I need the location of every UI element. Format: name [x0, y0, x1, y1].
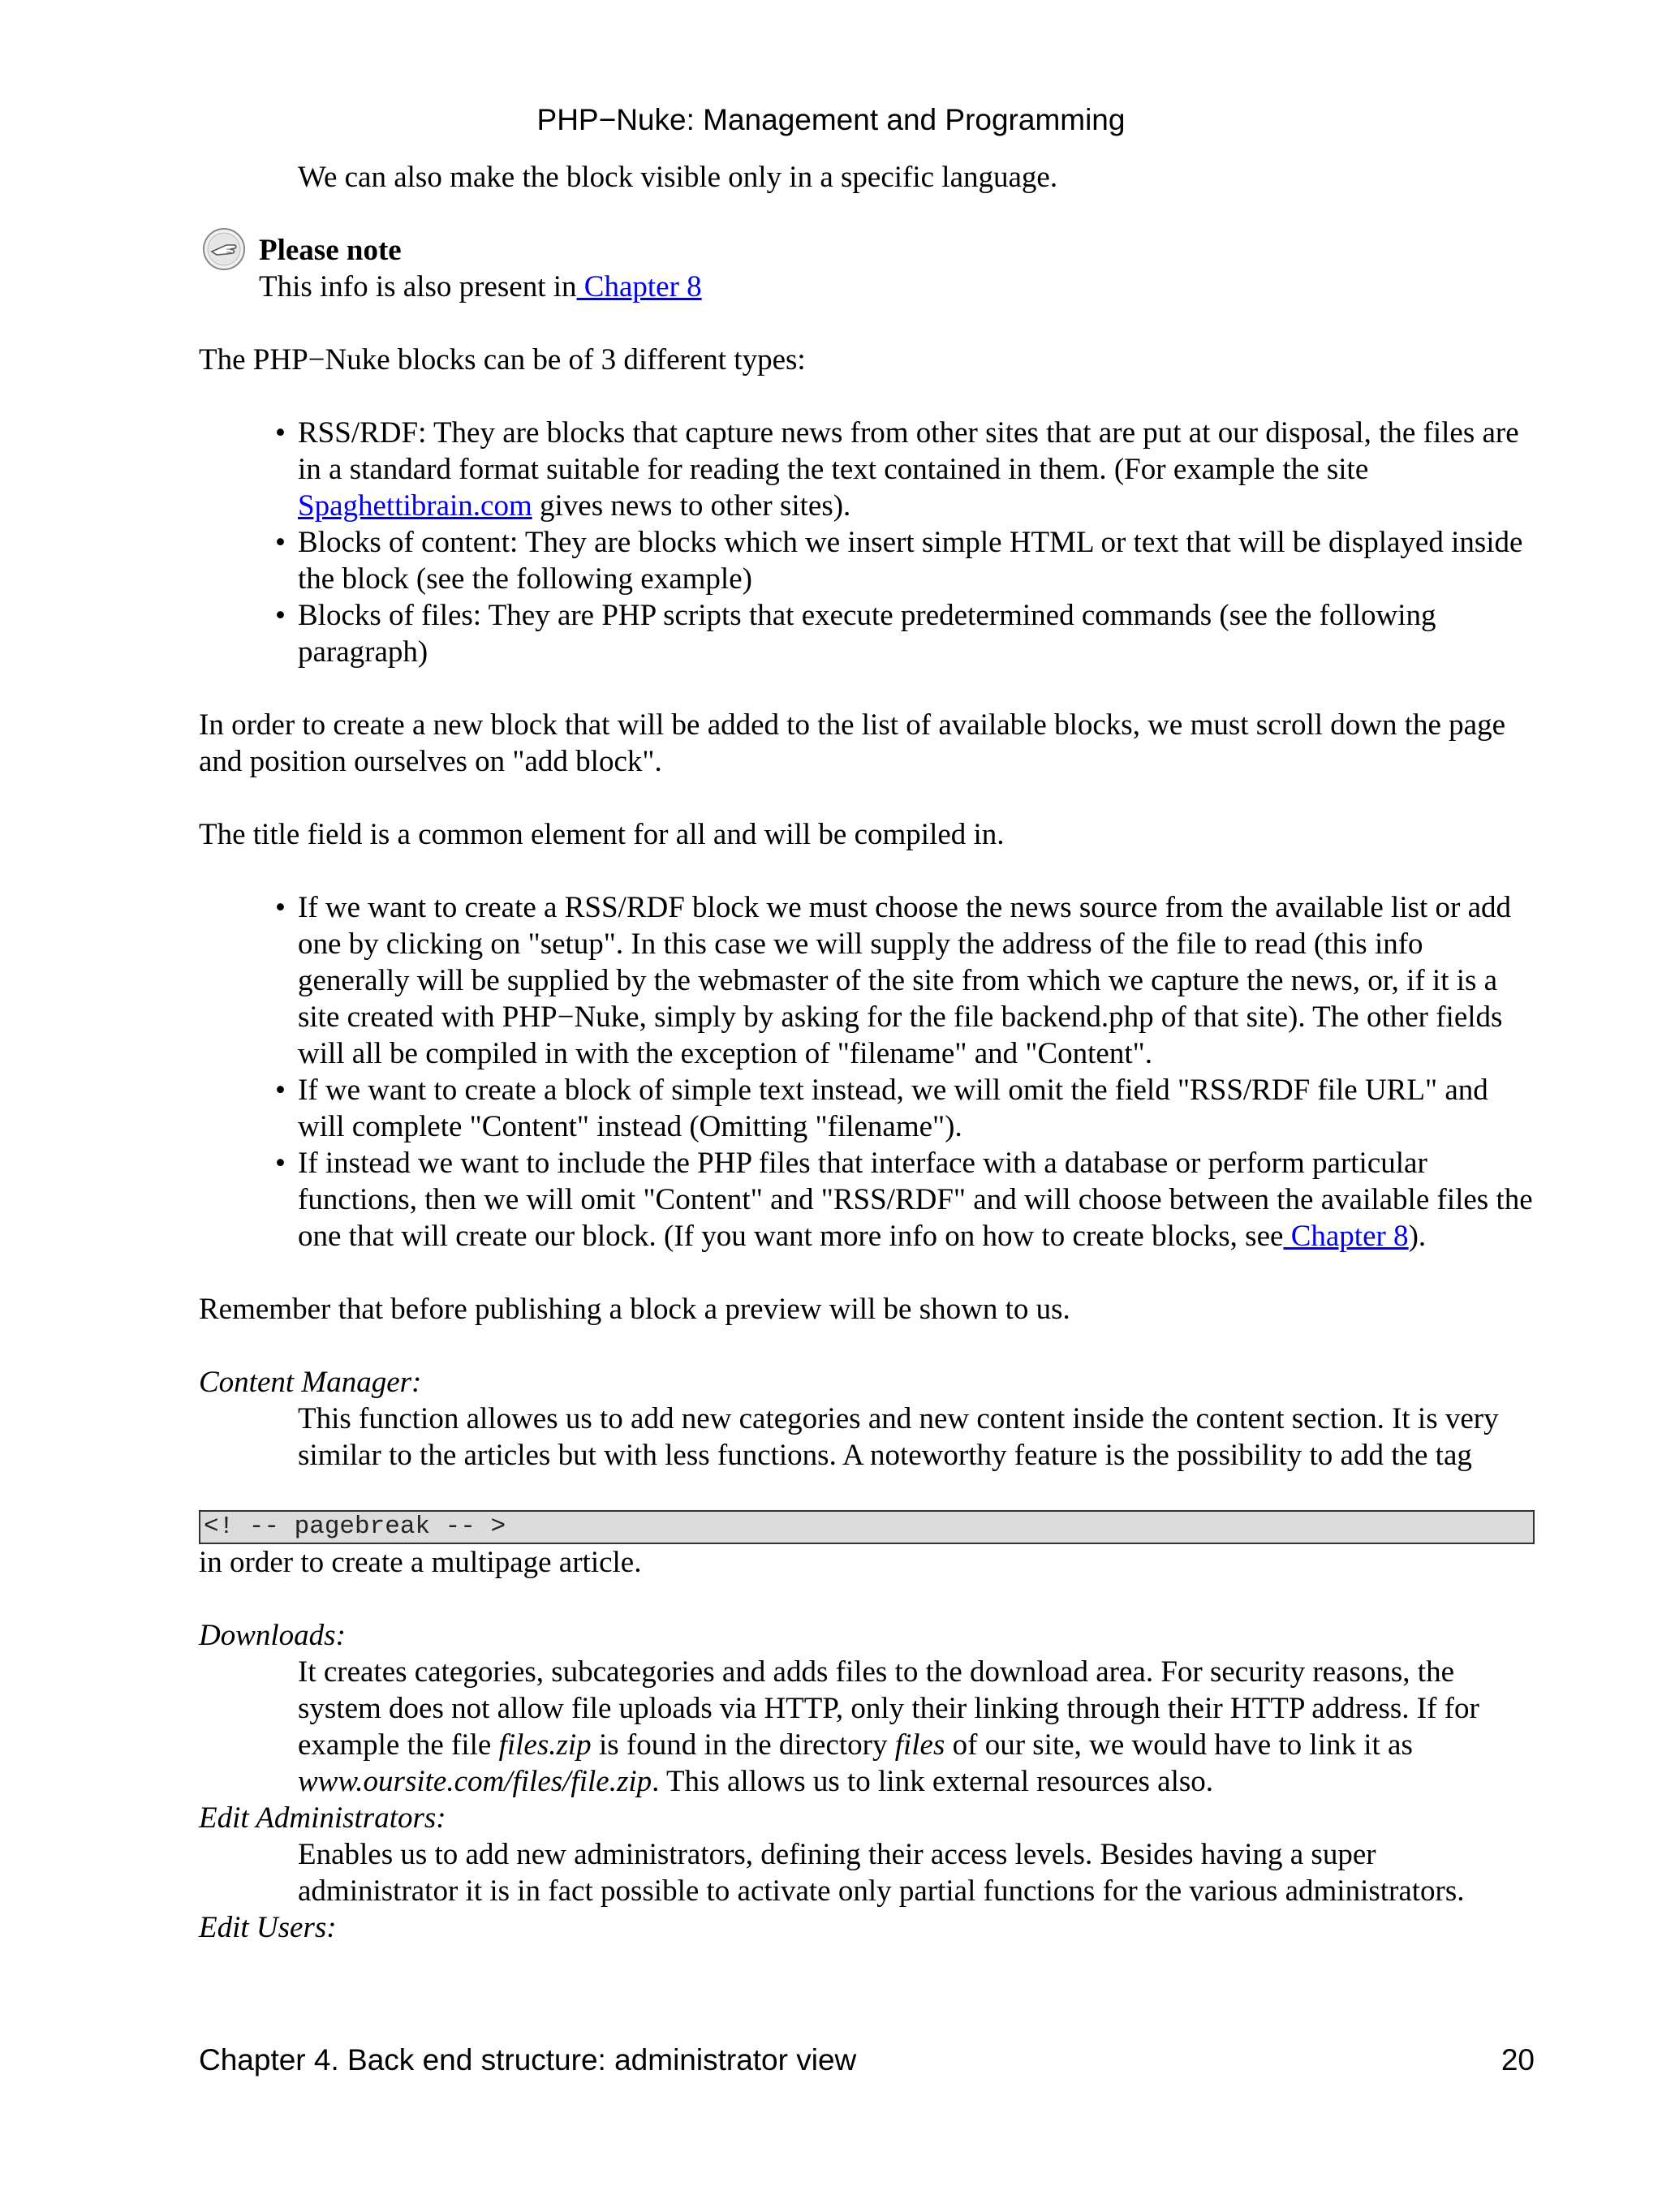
- chapter-8-link[interactable]: Chapter 8: [1283, 1220, 1409, 1253]
- list-item-text: RSS/RDF: They are blocks that capture news from other sites that are put at our disposal, the files are in a standard format suitable for reading the text contained in them. (For example the site: [298, 416, 1519, 486]
- definition-text: It creates categories, subcategories and adds files to the download area. For security reasons, the system does not allow file uploads via HTTP, only their linking through their HTTP address. If for example the file: [298, 1655, 1479, 1762]
- list-item: • Blocks of files: They are PHP scripts that execute predetermined commands (see the following paragraph): [298, 597, 1538, 670]
- chapter-8-link[interactable]: Chapter 8: [576, 270, 702, 303]
- create-paragraph: In order to create a new block that will be added to the list of available blocks, we must scroll down the page and position ourselves on "add block".: [199, 708, 1506, 778]
- footer-chapter: Chapter 4. Back end structure: administrator view: [199, 2043, 857, 2076]
- after-code-text: in order to create a multipage article.: [199, 1546, 642, 1579]
- title-paragraph: The title field is a common element for all and will be compiled in.: [199, 818, 1005, 851]
- definition-text: of our site, we would have to link it as: [945, 1728, 1413, 1762]
- spaghettibrain-link[interactable]: Spaghettibrain.com: [298, 489, 532, 523]
- list-item: • Blocks of content: They are blocks which we insert simple HTML or text that will be displayed inside the block (see the following example): [298, 524, 1538, 597]
- filename-text: files.zip: [498, 1728, 592, 1762]
- page-number: 20: [1501, 2043, 1535, 2076]
- running-header: PHP−Nuke: Management and Programming: [536, 103, 1126, 136]
- note-body-text: This info is also present in: [259, 270, 577, 303]
- block-steps-list: [199, 889, 1538, 1254]
- code-block: <! -- pagebreak -- >: [199, 1510, 1535, 1544]
- page-body: [199, 159, 1538, 1946]
- types-intro: The PHP−Nuke blocks can be of 3 different types:: [199, 343, 806, 377]
- definition-content-manager: This function allowes us to add new categories and new content inside the content section. It is very similar to the articles but with less functions. A noteworthy feature is the possibility to add the tag: [298, 1402, 1499, 1472]
- note-body: [259, 269, 1538, 305]
- block-types-list: [199, 415, 1538, 670]
- list-item: [298, 1145, 1538, 1254]
- term-content-manager: Content Manager:: [199, 1366, 422, 1399]
- intro-paragraph: We can also make the block visible only in a specific language.: [298, 161, 1058, 194]
- term-edit-users: Edit Users:: [199, 1911, 337, 1944]
- list-item: [298, 415, 1538, 524]
- directory-text: files: [894, 1728, 945, 1762]
- pointing-hand-icon: [202, 227, 246, 271]
- definition-edit-administrators: Enables us to add new administrators, defining their access levels. Besides having a super administrator it is in fact possible to activate only partial functions for the various administrators.: [298, 1838, 1465, 1908]
- definition-text: is found in the directory: [591, 1728, 895, 1762]
- definition-text: . This allows us to link external resources also.: [652, 1765, 1214, 1798]
- remember-paragraph: Remember that before publishing a block a preview will be shown to us.: [199, 1293, 1070, 1326]
- list-item-text: ).: [1408, 1220, 1427, 1253]
- list-item: • If we want to create a block of simple text instead, we will omit the field "RSS/RDF file URL" and will complete "Content" instead (Omitting "filename").: [298, 1072, 1538, 1145]
- note-title: Please note: [259, 234, 402, 267]
- url-text: www.oursite.com/files/file.zip: [298, 1765, 652, 1798]
- term-edit-administrators: Edit Administrators:: [199, 1801, 446, 1835]
- term-downloads: Downloads:: [199, 1619, 346, 1652]
- note-callout: [199, 232, 1538, 305]
- list-item-text: gives news to other sites).: [532, 489, 851, 523]
- list-item-text: If instead we want to include the PHP files that interface with a database or perform particular functions, then we will omit "Content" and "RSS/RDF" and will choose between the available files the one that will create our block. (If you want more info on how to create blocks, see: [298, 1147, 1533, 1253]
- list-item: • If we want to create a RSS/RDF block we must choose the news source from the available list or add one by clicking on "setup". In this case we will supply the address of the file to read (this info generally will be supplied by the webmaster of the site from which we capture the news, or, if it is a site created with PHP−Nuke, simply by asking for the file backend.php of that site). The other fields will all be compiled in with the exception of "filename" and "Content".: [298, 889, 1538, 1072]
- definition-downloads: [298, 1654, 1538, 1800]
